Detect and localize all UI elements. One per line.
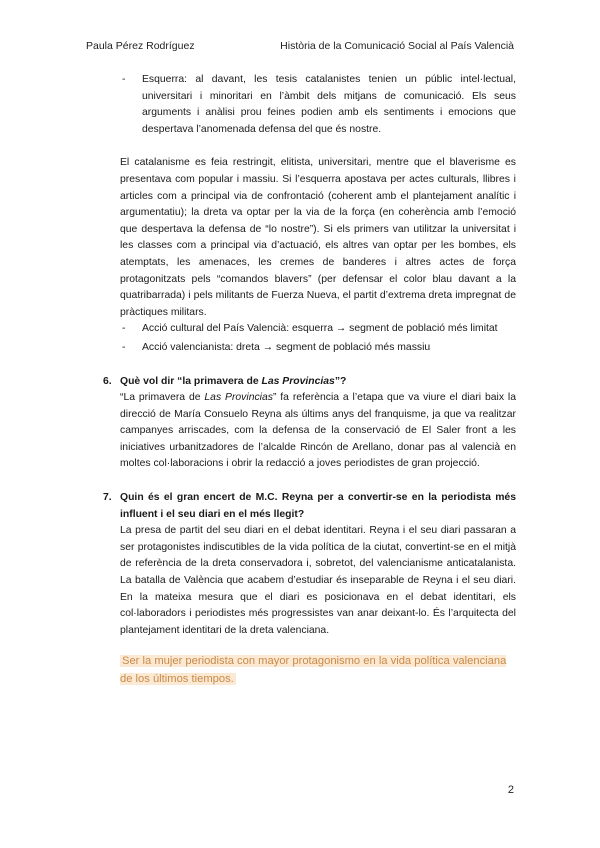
- question-6-answer: [120, 390, 516, 473]
- page-number: 2: [507, 784, 514, 796]
- bullet-esquerra: [120, 72, 516, 138]
- question-7-title: [103, 490, 516, 523]
- header-course: Història de la Comunicació Social al País Valencià: [280, 40, 514, 52]
- question-6-number: 6.: [103, 375, 112, 387]
- question-7-number: 7.: [103, 492, 112, 504]
- question-6-title-italic: Las Provincias: [261, 375, 335, 387]
- page-content: [103, 72, 516, 689]
- question-6-title: [103, 374, 516, 391]
- bullet-accio-cultural-text: Acció cultural del País Valencià: esquerra → segment de població més limitat: [142, 323, 498, 335]
- question-6-title-post: ”?: [334, 375, 347, 387]
- highlighted-answer: [120, 653, 516, 688]
- question-6-answer-post: ” fa referència a l’etapa que va viure el diari baix la direcció de María Consuelo Reyna als últims anys del franquisme, ja que va realitzar campanyes arriscades, com la defensa de la conservació de El Saler front a les iniciatives urbanitzadores de l’alcalde Rincón de Arellano, donar pas al valencià en moltes col·laboracions i obrir la redacció a joves periodistes de gran projecció.: [120, 392, 516, 470]
- bullet-dash: -: [122, 74, 126, 85]
- bullet-accio-valencianista: [120, 340, 516, 357]
- question-7-title-text: Quin és el gran encert de M.C. Reyna per a convertir-se en la periodista més influent i el seu diari en el més llegit?: [120, 492, 516, 520]
- page-header: [86, 40, 514, 52]
- question-7-answer: La presa de partit del seu diari en el debat identitari. Reyna i el seu diari passaran a ser protagonistes indiscutibles de la vida política de la ciutat, convertint-se en el mitjà de referència de la dreta conservadora i, sobretot, del valencianisme anticatalanista. La batalla de València que acabem d’estudiar és inseparable de Reyna i el seu diari. En la mateixa mesura que el diari es posicionava en el debat identitari, els col·laboradors i periodistes més progressistes van anar deixant-lo. És l’arquitecta del plantejament identitari de la dreta valenciana.: [120, 525, 516, 636]
- highlighted-answer-text: Ser la mujer periodista con mayor protagonismo en la vida política valenciana de los últimos tiempos.: [120, 655, 507, 685]
- bullet-accio-cultural: [120, 321, 516, 338]
- bullet-accio-valencianista-text: Acció valencianista: dreta → segment de població més massiu: [142, 341, 431, 353]
- bullet-dash: -: [122, 341, 126, 353]
- paragraph-catalanisme: El catalanisme es feia restringit, elitista, universitari, mentre que el blaverisme es presentava com popular i massiu. Si l’esquerra apostava per actes culturals, llibres i articles com a principal via de confrontació (coherent amb el plantejament analític i argumentatiu); la dreta va optar per la via de la força (en coherència amb l’emoció que despertava la defensa de “lo nostre”). Si els primers van utilitzar la universitat i les classes com a principal via d’actuació, els altres van optar per les bombes, els atemptats, les amenaces, les cremes de banderes i altres actes de força protagonitzats pels “comandos blavers” (per defensar el color blau davant a la quatribarrada) i pels militants de Fuerza Nueva, el partit d’extrema dreta impregnat de pràctiques militars.: [120, 157, 516, 318]
- bullet-dash: -: [122, 323, 126, 335]
- question-6-title-pre: Què vol dir “la primavera de: [120, 375, 262, 387]
- question-6-answer-pre: “La primavera de: [120, 392, 205, 404]
- bullet-esquerra-text: Esquerra: al davant, les tesis catalanistes tenien un públic intel·lectual, universitari i minoritari en l’àmbit dels mitjans de comunicació. Els seus arguments i anàlisi prou feines podien amb els sentiments i emocions que despertava l’anomenada defensa del que és nostre.: [142, 74, 516, 135]
- question-6-answer-italic: Las Provincias: [204, 392, 273, 404]
- header-author: Paula Pérez Rodríguez: [86, 40, 195, 52]
